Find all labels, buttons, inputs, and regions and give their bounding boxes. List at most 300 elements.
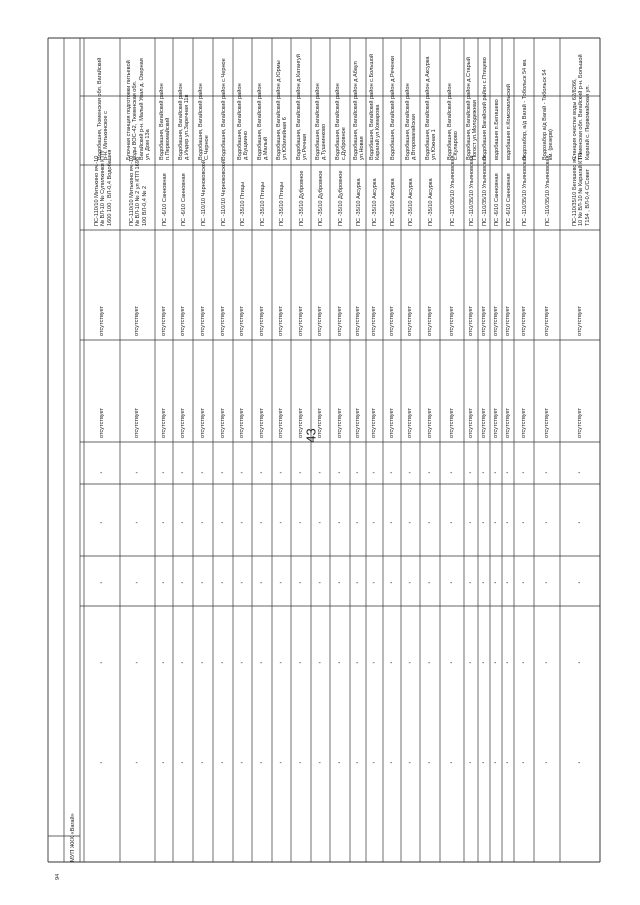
object-cell	[296, 54, 309, 160]
empty-dash: -	[279, 580, 282, 587]
status-cell-line: отсутствует	[179, 305, 186, 336]
status-cell-line: отсутствует	[160, 407, 167, 438]
object-cell	[447, 83, 460, 160]
empty-dash: -	[135, 520, 138, 527]
source-cell-line: ПС -110/35/10 Ульяновская	[544, 155, 551, 226]
object-cell-line: Водобашня, Вагайский район д.Юрмы	[276, 60, 283, 160]
status-cell	[468, 408, 474, 438]
source-cell	[372, 178, 378, 226]
empty-dash: -	[469, 520, 472, 527]
empty-dash: -	[469, 580, 472, 587]
empty-dash: -	[100, 760, 103, 767]
object-cell-line: д.Индер ул.Заречная 11в	[183, 94, 190, 160]
status-cell	[180, 408, 186, 438]
object-cell-line: С.Черное	[203, 135, 210, 160]
object-cell-line: ул.Речная	[301, 133, 308, 160]
object-cell-line: Водобашня, Вагайский район	[158, 83, 165, 160]
object-cell	[425, 56, 438, 160]
empty-dash: -	[494, 470, 497, 477]
page-number: 43	[303, 428, 319, 443]
empty-dash: -	[201, 520, 204, 527]
status-cell-line: отсутствует	[407, 407, 414, 438]
status-cell	[337, 408, 343, 438]
empty-dash: -	[221, 520, 224, 527]
empty-dash: -	[318, 580, 321, 587]
status-cell	[449, 306, 455, 336]
status-cell-line: отсутствует	[520, 305, 527, 336]
status-cell-line: отсутствует	[543, 305, 550, 336]
status-cell-line: отсутствует	[317, 407, 324, 438]
organization-cell-line: МУП ЖКХ «Вагай»	[70, 813, 76, 862]
status-cell	[521, 306, 527, 336]
source-cell	[450, 155, 456, 226]
status-cell	[389, 408, 395, 438]
empty-dash: -	[578, 760, 581, 767]
source-cell-line: ПС -35/10 Дубровное	[298, 170, 305, 226]
empty-dash: -	[578, 660, 581, 667]
empty-dash: -	[450, 660, 453, 667]
object-cell	[237, 83, 250, 160]
empty-dash: -	[545, 520, 548, 527]
object-cell-line: д.Бущмино	[243, 131, 250, 160]
status-cell	[99, 408, 105, 438]
status-cell	[468, 306, 474, 336]
empty-dash: -	[372, 580, 375, 587]
status-cell-line: отсутствует	[98, 305, 105, 336]
status-cell	[259, 408, 265, 438]
empty-dash: -	[482, 760, 485, 767]
empty-dash: -	[279, 520, 282, 527]
source-cell	[428, 178, 434, 226]
empty-dash: -	[494, 760, 497, 767]
object-cell	[97, 58, 110, 160]
status-cell	[505, 306, 511, 336]
object-cell-line: Станция очистки воды 62/8266,	[571, 78, 578, 160]
status-cell-line: отсутствует	[199, 305, 206, 336]
empty-dash: -	[162, 520, 165, 527]
source-cell-line: 1600 100 , ВЛ-0,4 Водобашня	[106, 149, 113, 226]
object-cell-line: Погост ул.Молодежная	[471, 100, 478, 160]
object-cell-line: Водобашня, Вагайский район	[446, 83, 453, 160]
row-number-cell-line: 94	[55, 873, 61, 880]
empty-dash: -	[221, 470, 224, 477]
source-cell	[201, 160, 207, 226]
source-cell-line: 10 № ВЛ-10 № Карагай КТП	[577, 153, 584, 226]
object-cell-line: Водобашня, Вагайский район д.Катангуй	[295, 54, 302, 160]
status-cell	[427, 408, 433, 438]
status-cell	[427, 306, 433, 336]
object-cell-line: р-н. Митькинское с	[102, 111, 109, 160]
empty-dash: -	[372, 660, 375, 667]
status-cell	[505, 408, 511, 438]
status-cell-line: отсутствует	[371, 305, 378, 336]
object-cell	[390, 56, 396, 160]
source-cell	[221, 160, 227, 226]
status-cell	[220, 408, 226, 438]
source-cell-line: ПС -6/10 Санновная	[493, 173, 500, 226]
object-cell	[405, 83, 418, 160]
empty-dash: -	[390, 580, 393, 587]
empty-dash: -	[522, 760, 525, 767]
empty-dash: -	[356, 760, 359, 767]
status-cell	[180, 306, 186, 336]
source-cell	[408, 178, 414, 226]
source-cell	[260, 182, 266, 226]
empty-dash: -	[299, 660, 302, 667]
empty-dash: -	[318, 520, 321, 527]
status-cell	[298, 306, 304, 336]
source-cell	[318, 170, 324, 226]
status-cell	[317, 408, 323, 438]
status-cell	[239, 306, 245, 336]
status-cell	[161, 306, 167, 336]
status-cell-line: отсутствует	[258, 407, 265, 438]
status-cell-line: отсутствует	[492, 407, 499, 438]
empty-dash: -	[408, 520, 411, 527]
empty-dash: -	[428, 520, 431, 527]
source-cell	[506, 173, 512, 226]
source-cell	[494, 173, 500, 226]
status-cell-line: отсутствует	[448, 407, 455, 438]
source-cell	[129, 156, 148, 226]
status-cell-line: отсутствует	[520, 407, 527, 438]
empty-dash: -	[338, 580, 341, 587]
object-cell-line: с.Дубровное	[340, 127, 347, 160]
object-cell-line: Водозабор, а/д Вагай - Тобольск 54 км.	[521, 58, 528, 160]
empty-dash: -	[279, 760, 282, 767]
empty-dash: -	[260, 520, 263, 527]
empty-dash: -	[450, 470, 453, 477]
empty-dash: -	[181, 760, 184, 767]
object-cell	[159, 83, 172, 160]
empty-dash: -	[356, 520, 359, 527]
empty-dash: -	[356, 470, 359, 477]
source-cell-line: ПС -35/10 Аксурка	[355, 178, 362, 226]
object-cell-line: Водобашня, Вагайский район	[256, 83, 263, 160]
status-cell	[449, 408, 455, 438]
source-cell	[390, 178, 396, 226]
status-cell	[481, 306, 487, 336]
status-cell	[544, 306, 550, 336]
object-cell-line: км. (резерв)	[547, 129, 554, 160]
empty-dash: -	[201, 660, 204, 667]
empty-dash: -	[260, 470, 263, 477]
source-cell	[94, 150, 113, 226]
empty-dash: -	[100, 470, 103, 477]
status-cell-line: отсутствует	[297, 305, 304, 336]
object-cell-line: Карагай с. Первомайская ул.	[584, 84, 591, 160]
status-cell-line: отсутствует	[480, 407, 487, 438]
empty-dash: -	[522, 520, 525, 527]
status-cell-line: отсутствует	[448, 305, 455, 336]
empty-dash: -	[578, 580, 581, 587]
empty-dash: -	[494, 520, 497, 527]
status-cell	[493, 408, 499, 438]
empty-dash: -	[162, 660, 165, 667]
object-cell	[466, 57, 479, 160]
empty-dash: -	[372, 760, 375, 767]
status-cell-line: отсутствует	[239, 305, 246, 336]
source-cell-line: № ВЛ-10 № Супилкинки КТП	[99, 151, 106, 226]
empty-dash: -	[372, 470, 375, 477]
object-cell-line: Водобашня, Вагайский район	[405, 83, 412, 160]
source-cell	[240, 182, 246, 226]
empty-dash: -	[356, 580, 359, 587]
empty-dash: -	[221, 580, 224, 587]
empty-dash: -	[135, 760, 138, 767]
status-cell-line: отсутствует	[388, 305, 395, 336]
status-cell	[298, 408, 304, 438]
status-cell-line: отсутствует	[467, 407, 474, 438]
empty-dash: -	[356, 660, 359, 667]
status-cell	[220, 306, 226, 336]
empty-dash: -	[299, 520, 302, 527]
source-cell	[545, 155, 551, 226]
empty-dash: -	[338, 520, 341, 527]
status-cell	[481, 408, 487, 438]
status-cell	[337, 306, 343, 336]
object-cell	[276, 60, 289, 160]
object-cell-line: с.Куларово	[452, 131, 459, 160]
empty-dash: -	[279, 660, 282, 667]
empty-dash: -	[201, 470, 204, 477]
empty-dash: -	[162, 580, 165, 587]
source-cell-line: ПС -35/10 Птицы	[240, 182, 247, 226]
object-cell-line: Блочная станция подготовки питьевой	[125, 60, 132, 160]
status-cell-line: отсутствует	[239, 407, 246, 438]
object-cell	[198, 83, 211, 160]
empty-dash: -	[506, 520, 509, 527]
empty-dash: -	[299, 760, 302, 767]
object-cell	[257, 83, 270, 160]
status-cell	[278, 306, 284, 336]
empty-dash: -	[482, 470, 485, 477]
status-cell-line: отсутствует	[576, 407, 583, 438]
object-cell-line: Водобашня, Вагайский район д.Реченки	[389, 55, 396, 160]
empty-dash: -	[100, 520, 103, 527]
empty-dash: -	[522, 470, 525, 477]
empty-dash: -	[578, 470, 581, 477]
status-cell	[200, 408, 206, 438]
object-cell	[353, 61, 366, 160]
empty-dash: -	[545, 660, 548, 667]
empty-dash: -	[578, 520, 581, 527]
object-cell	[126, 58, 151, 160]
status-cell	[407, 408, 413, 438]
empty-dash: -	[318, 660, 321, 667]
empty-dash: -	[201, 760, 204, 767]
object-cell-line: Водобашня, Вагайский район д.Старый	[465, 57, 472, 160]
status-cell-line: отсутствует	[179, 407, 186, 438]
source-cell	[522, 155, 528, 226]
empty-dash: -	[428, 760, 431, 767]
source-cell	[299, 170, 305, 226]
empty-dash: -	[221, 760, 224, 767]
empty-dash: -	[482, 580, 485, 587]
empty-dash: -	[408, 580, 411, 587]
source-cell-line: ПС -110/35/10 Ульяновская	[468, 155, 475, 226]
empty-dash: -	[506, 580, 509, 587]
object-cell-line: водобашня п.Бегишево	[493, 99, 500, 160]
object-cell-line: Водобашня, Вагайский район д.Аксурка	[424, 56, 431, 160]
empty-dash: -	[482, 660, 485, 667]
object-cell-line: д.Второвагайская	[411, 114, 418, 160]
source-cell-line: ПС -110/10 Черноковской	[220, 160, 227, 226]
empty-dash: -	[545, 580, 548, 587]
status-cell	[355, 306, 361, 336]
source-cell	[279, 182, 285, 226]
empty-dash: -	[408, 660, 411, 667]
status-cell-line: отсутствует	[426, 407, 433, 438]
source-cell-line: ПС-110/10 Митькино яч.-10	[93, 155, 100, 226]
status-cell	[577, 408, 583, 438]
empty-dash: -	[240, 520, 243, 527]
empty-dash: -	[522, 580, 525, 587]
empty-dash: -	[181, 580, 184, 587]
object-cell-line: Водобашня, Вагайский район	[315, 83, 322, 160]
source-cell-line: ПС -6/10 Санновная	[180, 173, 187, 226]
empty-dash: -	[240, 660, 243, 667]
status-cell-line: отсутствует	[317, 305, 324, 336]
source-cell-line: ПС -35/10 Дубровное	[318, 170, 325, 226]
status-cell-line: отсутствует	[160, 305, 167, 336]
empty-dash: -	[545, 760, 548, 767]
source-cell-line: ПС -35/10 Аксурка	[389, 178, 396, 226]
status-cell-line: отсутствует	[297, 407, 304, 438]
empty-dash: -	[240, 760, 243, 767]
empty-dash: -	[135, 470, 138, 477]
empty-dash: -	[135, 660, 138, 667]
object-cell	[178, 83, 191, 160]
status-cell	[493, 306, 499, 336]
status-cell	[317, 306, 323, 336]
object-cell	[315, 83, 328, 160]
object-cell-line: д.Тушнинково	[321, 123, 328, 160]
status-cell	[134, 306, 140, 336]
source-cell-line: ПС -110/35/10 Ульяновская	[481, 155, 488, 226]
status-cell-line: отсутствует	[278, 305, 285, 336]
object-cell-line: Тюменская обл. Вагайский р-н. Большой	[577, 54, 584, 160]
status-cell	[278, 408, 284, 438]
status-cell-line: отсутствует	[219, 407, 226, 438]
source-cell-line: ПС-110/35/10 Бегишево яч.-	[571, 153, 578, 226]
empty-dash: -	[338, 470, 341, 477]
object-cell-line: ул.Юбилейная 6	[282, 117, 289, 160]
empty-dash: -	[181, 470, 184, 477]
empty-dash: -	[299, 580, 302, 587]
source-cell	[482, 155, 488, 226]
object-cell-line: Водобашня, Вагайский район	[197, 83, 204, 160]
source-cell	[572, 153, 591, 226]
object-cell-line: Вагайский р-н. Малый Увал д. Озерная	[138, 58, 145, 160]
status-cell	[99, 306, 105, 336]
empty-dash: -	[318, 470, 321, 477]
status-cell-line: отсутствует	[278, 407, 285, 438]
empty-dash: -	[482, 520, 485, 527]
object-cell-line: воды ВОС-42, Тюменская обл.	[132, 80, 139, 160]
empty-dash: -	[100, 660, 103, 667]
status-cell-line: отсутствует	[504, 407, 511, 438]
object-cell-line: Водобашня, Вагайский район д.Абаул	[352, 61, 359, 160]
source-cell-line: ПС -110/35/10 Ульяновская	[521, 155, 528, 226]
status-cell-line: отсутствует	[407, 305, 414, 336]
status-cell	[161, 408, 167, 438]
source-cell	[181, 173, 187, 226]
status-cell	[355, 408, 361, 438]
object-cell-line: ул. Дом 13а	[144, 129, 151, 160]
object-cell-line: Водобашня, Тюменская обл. Вагайский	[96, 57, 103, 160]
object-cell	[221, 58, 227, 160]
status-cell-line: отсутствует	[199, 407, 206, 438]
source-cell	[469, 155, 475, 226]
source-cell-line: Т154 , ВЛ-0,4 С/Совет	[584, 168, 591, 226]
source-cell-line: ПС -35/10 Аксурка	[408, 178, 415, 226]
empty-dash: -	[260, 580, 263, 587]
source-cell-line: ПС -35/10 Аксурка	[427, 178, 434, 226]
empty-dash: -	[545, 470, 548, 477]
empty-dash: -	[450, 580, 453, 587]
empty-dash: -	[390, 520, 393, 527]
source-cell-line: ПС -35/10 Птицы	[279, 182, 286, 226]
status-cell-line: отсутствует	[134, 407, 141, 438]
empty-dash: -	[135, 580, 138, 587]
source-cell-line: ПС -35/10 Дубровное	[337, 170, 344, 226]
organization-cell	[70, 813, 76, 862]
object-cell-line: Водобашня Вагайский район с.Птицево	[481, 57, 488, 160]
status-cell-line: отсутствует	[98, 407, 105, 438]
empty-dash: -	[494, 580, 497, 587]
empty-dash: -	[100, 580, 103, 587]
status-cell	[239, 408, 245, 438]
status-cell	[407, 306, 413, 336]
object-cell-line: Карагай ул.Комарова	[375, 104, 382, 160]
empty-dash: -	[469, 470, 472, 477]
status-cell-line: отсутствует	[388, 407, 395, 438]
status-cell	[521, 408, 527, 438]
empty-dash: -	[181, 520, 184, 527]
empty-dash: -	[318, 760, 321, 767]
empty-dash: -	[221, 660, 224, 667]
object-cell	[335, 83, 348, 160]
object-cell	[482, 57, 488, 160]
empty-dash: -	[390, 660, 393, 667]
source-cell	[356, 178, 362, 226]
status-cell	[259, 306, 265, 336]
status-cell-line: отсутствует	[134, 305, 141, 336]
source-cell-line: № ВЛ-10 № 2 ул КТП 1698	[135, 157, 142, 226]
status-cell-line: отсутствует	[371, 407, 378, 438]
status-cell-line: отсутствует	[354, 407, 361, 438]
status-cell-line: отсутствует	[504, 305, 511, 336]
object-cell-line: водобашня п.Комсомольский	[505, 84, 512, 160]
object-cell-line: Водобашня, Вагайский район с.Черное	[220, 58, 227, 160]
status-cell-line: отсутствует	[492, 305, 499, 336]
source-cell-line: 100 ВЛ-0,4 № 2	[141, 185, 148, 226]
status-cell-line: отсутствует	[576, 305, 583, 336]
status-cell-line: отсутствует	[258, 305, 265, 336]
empty-dash: -	[506, 470, 509, 477]
status-cell-line: отсутствует	[336, 305, 343, 336]
object-cell-line: Водозабор а/д Вагай - Тобольск 54	[541, 69, 548, 160]
status-cell-line: отсутствует	[219, 305, 226, 336]
status-cell-line: отсутствует	[467, 305, 474, 336]
object-cell-line: д.Малый	[262, 136, 269, 160]
source-cell-line: ПС -35/10 Аксурка	[372, 178, 379, 226]
empty-dash: -	[450, 520, 453, 527]
status-cell	[389, 306, 395, 336]
object-cell	[542, 69, 555, 160]
empty-dash: -	[240, 580, 243, 587]
